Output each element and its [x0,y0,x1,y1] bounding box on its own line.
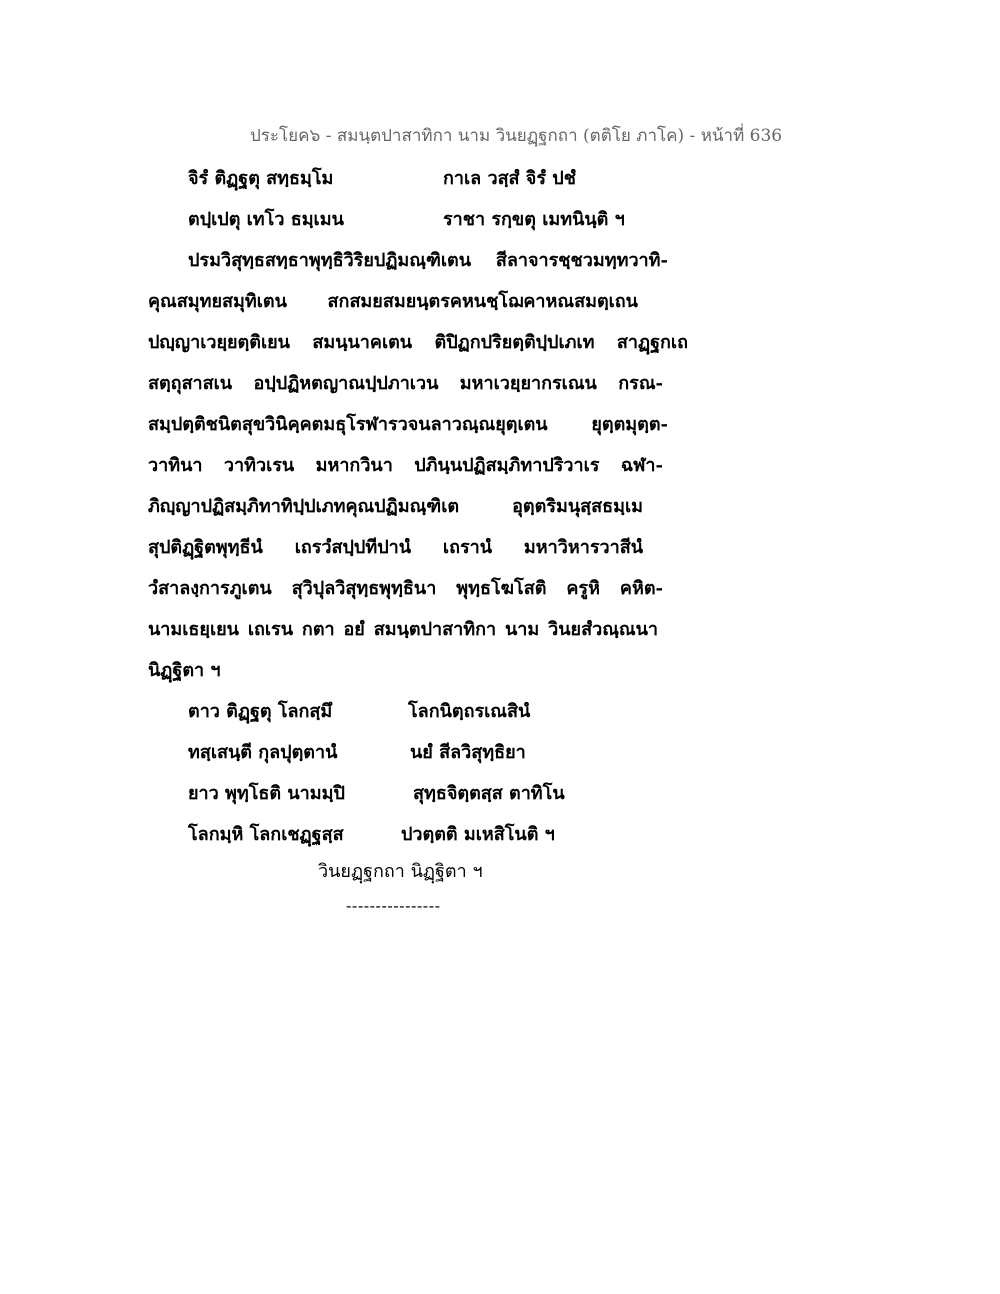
verse2-line4-b: ปวตฺตติ มเหสิโนติ ฯ [401,824,555,845]
prose-line-9: วํสาลงฺการภูเตน สุวิปุลวิสุทฺธพุทฺธินา พุทฺธโฆโสติ ครูหิ คหิต- [148,578,663,599]
verse1-line1-a: จิรํ ติฏฺฐตุ สทฺธมฺโม [188,168,334,189]
prose-line-11: นิฏฺฐิตา ฯ [148,660,221,681]
prose-line-10: นามเธยฺเยน เถเรน กตา อยํ สมนฺตปาสาทิกา นาม วินยสํวณฺณนา [148,619,658,640]
prose-line-4: สตฺถุสาสเน อปฺปฏิหตญาณปฺปภาเวน มหาเวยฺยากรเณน กรณ- [148,373,663,394]
verse1-line1-b: กาเล วสฺสํ จิรํ ปชํ [443,168,576,189]
verse2-line4-a: โลกมฺหิ โลกเชฏฺฐสฺส [188,824,344,845]
end-divider: ---------------- [346,896,441,915]
prose-line-2: คุณสมุทยสมุทิเตน สกสมยสมยนฺตรคหนชฺโฌคาหณสมตฺเถน [148,291,638,312]
prose-line-3: ปญฺญาเวยฺยตฺติเยน สมนฺนาคเตน ติปิฏกปริยตฺติปฺปเภเท สาฏฺฐกเถ [148,332,688,353]
verse2-line1-b: โลกนิตฺถรเณสินํ [408,701,531,722]
verse2-line3-b: สุทฺธจิตฺตสฺส ตาทิโน [413,783,565,804]
verse1-line2-a: ตปฺเปตุ เทโว ธมฺเมน [188,209,344,230]
page-header: ประโยค๖ - สมนฺตปาสาทิกา นาม วินยฏฺฐกถา (ตติโย ภาโค) - หน้าที่ 636 [250,126,783,146]
verse2-line2-a: ทสฺเสนฺตี กุลปุตฺตานํ [188,742,338,763]
colophon: วินยฏฺฐกถา นิฏฺฐิตา ฯ [318,861,483,882]
prose-line-5: สมฺปตฺติชนิตสุขวินิคฺคตมธุโรฬารวจนลาวณฺณยุตฺเตน ยุตฺตมุตฺต- [148,414,668,435]
verse2-line1-a: ตาว ติฏฺฐตุ โลกสฺมึ [188,701,333,722]
prose-line-6: วาทินา วาทิวเรน มหากวินา ปภินฺนปฏิสมฺภิทาปริวาเร ฉฬา- [148,455,663,476]
prose-line-8: สุปติฏฺฐิตพุทฺธีนํ เถรวํสปฺปทีปานํ เถรานํ มหาวิหารวาสีนํ [148,537,643,558]
verse2-line3-a: ยาว พุทฺโธติ นามมฺปิ [188,783,345,804]
prose-line-1: ปรมวิสุทฺธสทฺธาพุทฺธิวิริยปฏิมณฺฑิเตน สีลาจารชฺชวมทฺทวาทิ- [188,250,668,271]
verse1-line2-b: ราชา รกฺขตุ เมทนินฺติ ฯ [443,209,625,230]
verse2-line2-b: นยํ สีลวิสุทฺธิยา [410,742,526,763]
prose-line-7: ภิญฺญาปฏิสมฺภิทาทิปฺปเภทคุณปฏิมณฺฑิเต อุตฺตริมนุสฺสธมฺเม [148,496,643,517]
